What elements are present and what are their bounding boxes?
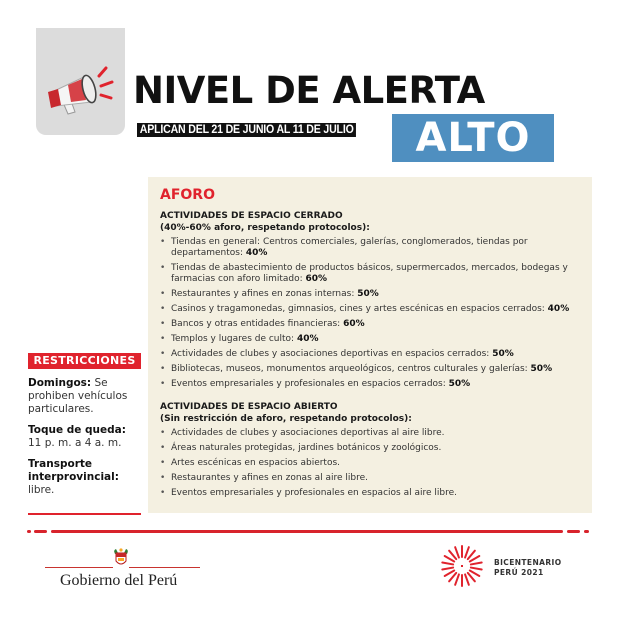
list-item: • Áreas naturales protegidas, jardines botánicos y zoológicos. — [160, 443, 580, 454]
list-item: • Actividades de clubes y asociaciones deportivas al aire libre. — [160, 428, 580, 439]
date-range-label: APLICAN DEL 21 DE JUNIO AL 11 DE JULIO — [137, 123, 356, 137]
aforo-panel — [148, 177, 592, 513]
aforo-title: AFORO — [160, 187, 215, 203]
list-item: • Artes escénicas en espacios abiertos. — [160, 458, 580, 469]
open-list — [160, 428, 580, 499]
closed-heading: ACTIVIDADES DE ESPACIO CERRADO — [160, 211, 343, 221]
bicentenario-logo — [437, 544, 597, 588]
gobierno-logo — [45, 548, 200, 593]
logo-rule-right — [129, 567, 200, 568]
bicentenario-sunburst-icon — [437, 544, 487, 588]
closed-subheading: (40%-60% aforo, respetando protocolos): — [160, 223, 370, 233]
list-item: • Actividades de clubes y asociaciones deportivas en espacios cerrados: 50% — [160, 349, 580, 360]
megaphone-card — [36, 28, 125, 135]
open-section — [160, 401, 580, 499]
open-heading: ACTIVIDADES DE ESPACIO ABIERTO — [160, 402, 338, 412]
logo-rule-left — [45, 567, 113, 568]
coat-of-arms-icon — [113, 548, 129, 568]
list-item: • Tiendas en general: Centros comerciales, galerías, conglomerados, tiendas por departamentos: 40% — [160, 237, 580, 259]
list-item: • Bancos y otras entidades financieras: 60% — [160, 319, 580, 330]
gobierno-label: Gobierno del Perú — [60, 572, 178, 589]
page-title: NIVEL DE ALERTA — [133, 69, 485, 112]
list-item: • Templos y lugares de culto: 40% — [160, 334, 580, 345]
list-item: • Restaurantes y afines en zonas al aire libre. — [160, 473, 580, 484]
closed-list — [160, 237, 580, 390]
list-item: • Bibliotecas, museos, monumentos arqueológicos, centros culturales y galerías: 50% — [160, 364, 580, 375]
restriction-transport: Transporte interprovincial: libre. — [28, 458, 119, 496]
restrictions-title: RESTRICCIONES — [28, 353, 141, 369]
megaphone-icon — [42, 62, 120, 122]
list-item: • Tiendas de abastecimiento de productos básicos, supermercados, mercados, bodegas y farmacias con aforo limitado: 60% — [160, 263, 580, 285]
list-item: • Eventos empresariales y profesionales en espacios al aire libre. — [160, 488, 580, 499]
restriction-sundays: Domingos: Se prohiben vehículos particulares. — [28, 377, 128, 415]
footer-divider — [27, 530, 593, 534]
restriction-curfew: Toque de queda: 11 p. m. a 4 a. m. — [28, 424, 126, 449]
alert-level-badge: ALTO — [392, 114, 554, 162]
list-item: • Casinos y tragamonedas, gimnasios, cines y artes escénicas en espacios cerrados: 40% — [160, 304, 580, 315]
bicentenario-label: BICENTENARIO PERÚ 2021 — [494, 558, 562, 577]
list-item: • Eventos empresariales y profesionales en espacios cerrados: 50% — [160, 379, 580, 390]
open-subheading: (Sin restricción de aforo, respetando protocolos): — [160, 414, 412, 424]
restrictions-underline — [28, 513, 141, 515]
list-item: • Restaurantes y afines en zonas internas: 50% — [160, 289, 580, 300]
restrictions-box — [28, 353, 141, 497]
